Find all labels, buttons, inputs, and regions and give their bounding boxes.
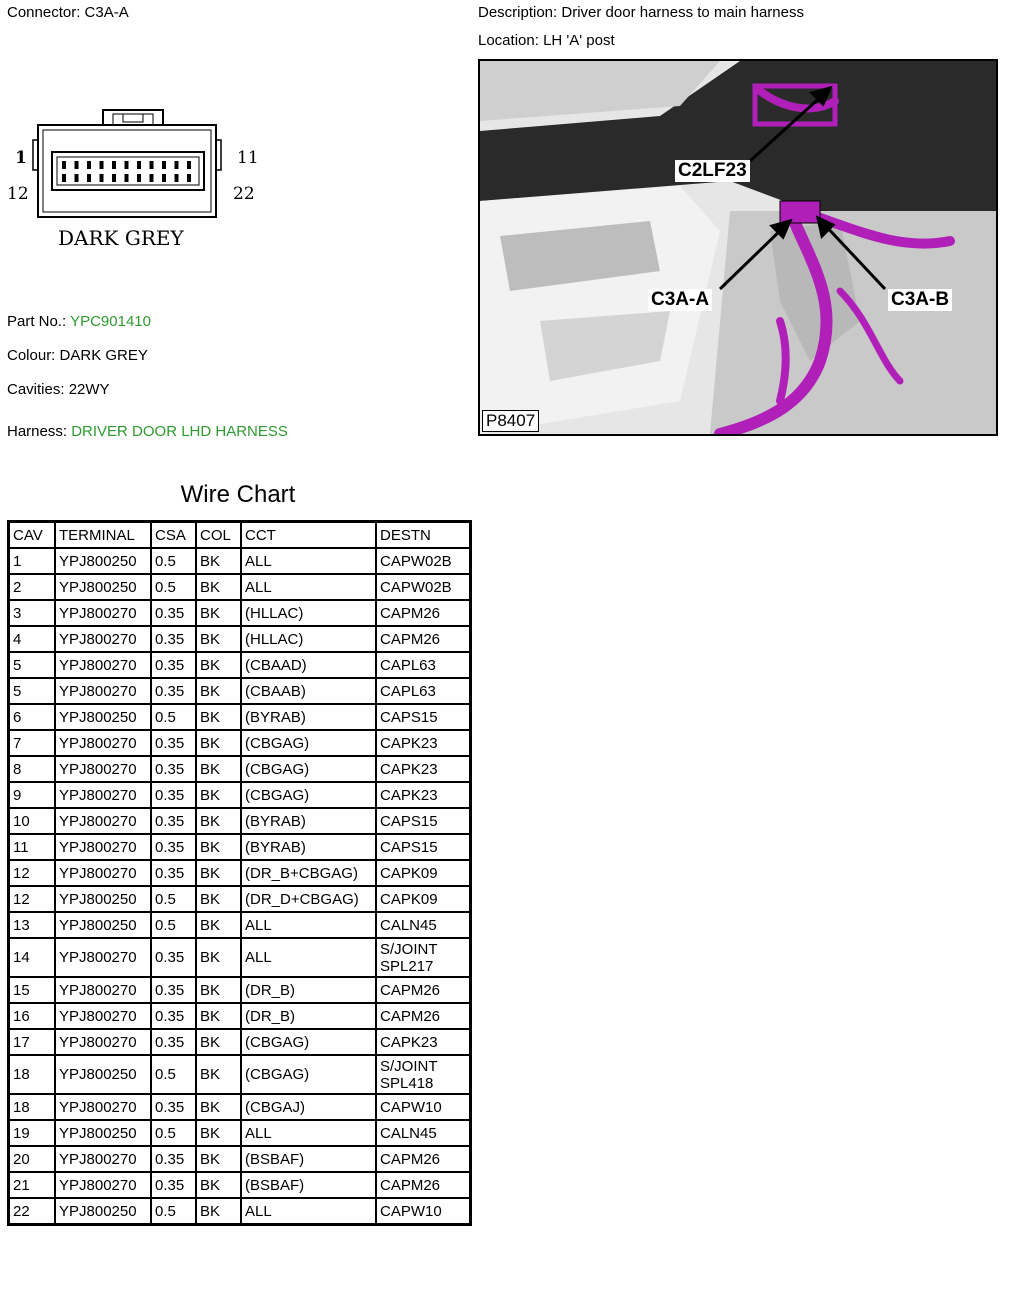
cell-terminal: YPJ800250	[55, 1055, 151, 1094]
photo-reference-id: P8407	[482, 410, 539, 432]
cell-terminal: YPJ800270	[55, 600, 151, 626]
cell-col: BK	[196, 626, 241, 652]
location-value: LH 'A' post	[543, 32, 615, 49]
connector-pin-mark	[112, 174, 116, 182]
cell-col: BK	[196, 730, 241, 756]
cell-destn: CALN45	[376, 1120, 471, 1146]
cell-destn: CAPS15	[376, 834, 471, 860]
cell-terminal: YPJ800270	[55, 782, 151, 808]
cell-destn: CAPW10	[376, 1198, 471, 1225]
cell-csa: 0.35	[151, 678, 196, 704]
cell-cct: (CBAAB)	[241, 678, 376, 704]
cell-destn: CAPW02B	[376, 548, 471, 574]
cell-cct: (BYRAB)	[241, 704, 376, 730]
cell-col: BK	[196, 1055, 241, 1094]
header-cct: CCT	[241, 522, 376, 549]
cell-cct: (CBGAG)	[241, 782, 376, 808]
cell-destn: CAPS15	[376, 808, 471, 834]
cell-col: BK	[196, 652, 241, 678]
connector-pin-mark	[125, 161, 129, 169]
cell-destn: CAPW10	[376, 1094, 471, 1120]
cell-col: BK	[196, 938, 241, 977]
cell-csa: 0.35	[151, 834, 196, 860]
cell-cav: 4	[9, 626, 56, 652]
cell-col: BK	[196, 678, 241, 704]
cell-cct: (BYRAB)	[241, 808, 376, 834]
cell-csa: 0.35	[151, 1003, 196, 1029]
connector-pin-mark	[187, 161, 191, 169]
connector-pin-marks	[62, 161, 191, 182]
cell-destn: CALN45	[376, 912, 471, 938]
cell-cav: 10	[9, 808, 56, 834]
cavities-value: 22WY	[68, 381, 110, 398]
connector-pin-mark	[137, 174, 141, 182]
table-row	[9, 1172, 471, 1198]
pin-label-1: 1	[15, 148, 27, 168]
cell-terminal: YPJ800270	[55, 678, 151, 704]
connector-latch	[103, 110, 163, 125]
cell-cav: 18	[9, 1055, 56, 1094]
cell-csa: 0.5	[151, 548, 196, 574]
cell-cct: (HLLAC)	[241, 600, 376, 626]
cell-destn: CAPM26	[376, 977, 471, 1003]
cell-csa: 0.35	[151, 652, 196, 678]
cell-col: BK	[196, 977, 241, 1003]
table-row	[9, 756, 471, 782]
cell-cct: (BYRAB)	[241, 834, 376, 860]
connector-body-outline	[38, 125, 216, 217]
cell-col: BK	[196, 756, 241, 782]
table-row	[9, 626, 471, 652]
cell-cct: (DR_B+CBGAG)	[241, 860, 376, 886]
cell-col: BK	[196, 808, 241, 834]
cell-col: BK	[196, 1029, 241, 1055]
connector-face-drawing	[5, 100, 265, 260]
table-row	[9, 977, 471, 1003]
cell-col: BK	[196, 860, 241, 886]
cell-destn: CAPM26	[376, 626, 471, 652]
cell-destn: CAPK09	[376, 886, 471, 912]
pin-label-22: 22	[233, 184, 255, 204]
wire-chart-table	[7, 520, 472, 1226]
harness-line	[7, 423, 288, 440]
colour-label: Colour:	[7, 347, 56, 364]
cell-cav: 3	[9, 600, 56, 626]
cell-terminal: YPJ800270	[55, 1172, 151, 1198]
table-row	[9, 678, 471, 704]
cell-cav: 17	[9, 1029, 56, 1055]
cell-csa: 0.35	[151, 1029, 196, 1055]
cell-cct: (HLLAC)	[241, 626, 376, 652]
cell-cav: 15	[9, 977, 56, 1003]
cell-cct: ALL	[241, 574, 376, 600]
connector-pin-mark	[162, 161, 166, 169]
cell-csa: 0.5	[151, 912, 196, 938]
cell-csa: 0.5	[151, 1055, 196, 1094]
table-row	[9, 1120, 471, 1146]
cell-cav: 11	[9, 834, 56, 860]
connector-id: C3A-A	[84, 4, 129, 21]
cell-terminal: YPJ800250	[55, 1198, 151, 1225]
cell-csa: 0.5	[151, 1120, 196, 1146]
cell-cav: 18	[9, 1094, 56, 1120]
table-row	[9, 912, 471, 938]
cell-cav: 12	[9, 886, 56, 912]
cell-destn: CAPL63	[376, 678, 471, 704]
cell-col: BK	[196, 1120, 241, 1146]
cell-cct: (CBGAG)	[241, 756, 376, 782]
cell-cct: (CBAAD)	[241, 652, 376, 678]
wire-chart-title: Wire Chart	[180, 481, 296, 508]
cell-col: BK	[196, 782, 241, 808]
cell-cav: 7	[9, 730, 56, 756]
cell-cav: 21	[9, 1172, 56, 1198]
cell-terminal: YPJ800270	[55, 756, 151, 782]
cell-csa: 0.35	[151, 1094, 196, 1120]
table-row	[9, 1029, 471, 1055]
cell-terminal: YPJ800270	[55, 626, 151, 652]
cell-col: BK	[196, 1172, 241, 1198]
location-photo	[478, 59, 998, 436]
header-cav: CAV	[9, 522, 56, 549]
cell-destn: CAPM26	[376, 1003, 471, 1029]
header-csa: CSA	[151, 522, 196, 549]
table-row	[9, 548, 471, 574]
cell-cct: ALL	[241, 1120, 376, 1146]
cell-terminal: YPJ800270	[55, 652, 151, 678]
callout-c2lf23: C2LF23	[675, 160, 750, 182]
cavities-label: Cavities:	[7, 381, 65, 398]
cell-cct: (CBGAG)	[241, 730, 376, 756]
cell-cav: 13	[9, 912, 56, 938]
cell-csa: 0.35	[151, 1146, 196, 1172]
connector-pin-mark	[75, 174, 79, 182]
description-line	[478, 4, 804, 21]
cell-col: BK	[196, 1146, 241, 1172]
cell-cct: (DR_D+CBGAG)	[241, 886, 376, 912]
location-line	[478, 32, 615, 49]
connector-pin-mark	[112, 161, 116, 169]
cell-terminal: YPJ800250	[55, 548, 151, 574]
table-row	[9, 782, 471, 808]
cell-cav: 2	[9, 574, 56, 600]
cell-csa: 0.5	[151, 1198, 196, 1225]
cell-terminal: YPJ800270	[55, 860, 151, 886]
cell-cct: (CBGAG)	[241, 1055, 376, 1094]
header-terminal: TERMINAL	[55, 522, 151, 549]
connector-pin-mark	[137, 161, 141, 169]
cell-cct: (BSBAF)	[241, 1172, 376, 1198]
cell-col: BK	[196, 574, 241, 600]
cell-csa: 0.35	[151, 977, 196, 1003]
harness-label: Harness:	[7, 423, 68, 440]
connector-pin-mark	[75, 161, 79, 169]
table-row	[9, 860, 471, 886]
table-row	[9, 600, 471, 626]
cell-cav: 16	[9, 1003, 56, 1029]
connector-pin-mark	[175, 174, 179, 182]
cell-csa: 0.35	[151, 938, 196, 977]
description-label: Description:	[478, 4, 558, 21]
cell-terminal: YPJ800270	[55, 1003, 151, 1029]
connector-pin-mark	[125, 174, 129, 182]
connector-cavity-block	[52, 152, 204, 190]
table-row	[9, 886, 471, 912]
cell-destn: CAPK23	[376, 756, 471, 782]
cell-csa: 0.35	[151, 600, 196, 626]
table-row	[9, 938, 471, 977]
connector-pin-mark	[87, 161, 91, 169]
connector-pin-mark	[150, 161, 154, 169]
cell-terminal: YPJ800250	[55, 704, 151, 730]
part-number-label: Part No.:	[7, 313, 67, 330]
cell-cct: (BSBAF)	[241, 1146, 376, 1172]
cell-cct: ALL	[241, 1198, 376, 1225]
cell-terminal: YPJ800270	[55, 1146, 151, 1172]
description-value: Driver door harness to main harness	[561, 4, 804, 21]
cell-cav: 20	[9, 1146, 56, 1172]
harness-link[interactable]: DRIVER DOOR LHD HARNESS	[71, 423, 288, 440]
connector-pin-mark	[62, 174, 66, 182]
part-number-line	[7, 313, 151, 330]
cell-destn: CAPK23	[376, 782, 471, 808]
cell-destn: CAPK09	[376, 860, 471, 886]
cell-destn: CAPM26	[376, 1172, 471, 1198]
cell-csa: 0.35	[151, 730, 196, 756]
cell-cav: 14	[9, 938, 56, 977]
connector-pin-mark	[100, 174, 104, 182]
connector-line	[7, 4, 129, 21]
connector-pin-mark	[150, 174, 154, 182]
cell-terminal: YPJ800270	[55, 1029, 151, 1055]
connector-pin-mark	[187, 174, 191, 182]
cell-csa: 0.35	[151, 782, 196, 808]
table-row	[9, 1198, 471, 1225]
table-row	[9, 704, 471, 730]
colour-line	[7, 347, 148, 364]
pin-label-12: 12	[7, 184, 29, 204]
colour-value: DARK GREY	[59, 347, 148, 364]
cell-terminal: YPJ800250	[55, 574, 151, 600]
cell-terminal: YPJ800270	[55, 834, 151, 860]
cell-terminal: YPJ800250	[55, 1120, 151, 1146]
cavities-line	[7, 381, 110, 398]
cell-terminal: YPJ800250	[55, 886, 151, 912]
cell-cav: 5	[9, 652, 56, 678]
connector-colour-caption: DARK GREY	[58, 226, 184, 250]
cell-col: BK	[196, 834, 241, 860]
connector-pin-mark	[162, 174, 166, 182]
cell-csa: 0.35	[151, 1172, 196, 1198]
callout-c3a-b: C3A-B	[888, 289, 952, 311]
cell-cav: 6	[9, 704, 56, 730]
cell-destn: CAPW02B	[376, 574, 471, 600]
cell-terminal: YPJ800270	[55, 977, 151, 1003]
cell-cct: ALL	[241, 938, 376, 977]
cell-cav: 9	[9, 782, 56, 808]
wire-chart-body	[9, 548, 471, 1225]
connector-pin-mark	[62, 161, 66, 169]
header-destn: DESTN	[376, 522, 471, 549]
cell-cav: 19	[9, 1120, 56, 1146]
callout-c3a-a: C3A-A	[648, 289, 712, 311]
cell-cav: 22	[9, 1198, 56, 1225]
cell-cct: ALL	[241, 548, 376, 574]
cell-terminal: YPJ800270	[55, 808, 151, 834]
cell-destn: CAPS15	[376, 704, 471, 730]
cell-cct: (DR_B)	[241, 1003, 376, 1029]
wire-chart-header-row	[9, 522, 471, 549]
cell-cav: 8	[9, 756, 56, 782]
table-row	[9, 574, 471, 600]
header-col: COL	[196, 522, 241, 549]
cell-csa: 0.35	[151, 756, 196, 782]
cell-cct: (DR_B)	[241, 977, 376, 1003]
cell-csa: 0.5	[151, 886, 196, 912]
cell-col: BK	[196, 1198, 241, 1225]
cell-csa: 0.35	[151, 860, 196, 886]
cell-col: BK	[196, 704, 241, 730]
cell-csa: 0.35	[151, 808, 196, 834]
cell-col: BK	[196, 886, 241, 912]
table-row	[9, 1003, 471, 1029]
connector-pin-mark	[100, 161, 104, 169]
connector-pin-mark	[175, 161, 179, 169]
cell-col: BK	[196, 548, 241, 574]
connector-pin-mark	[87, 174, 91, 182]
cell-terminal: YPJ800270	[55, 730, 151, 756]
cell-cct: (CBGAJ)	[241, 1094, 376, 1120]
cell-cav: 12	[9, 860, 56, 886]
photo-illustration	[480, 61, 996, 434]
cell-destn: S/JOINT SPL217	[376, 938, 471, 977]
cell-cct: (CBGAG)	[241, 1029, 376, 1055]
cell-cct: ALL	[241, 912, 376, 938]
cell-cav: 1	[9, 548, 56, 574]
connector-label: Connector:	[7, 4, 81, 21]
cell-destn: S/JOINT SPL418	[376, 1055, 471, 1094]
table-row	[9, 1146, 471, 1172]
table-row	[9, 1094, 471, 1120]
table-row	[9, 1055, 471, 1094]
pin-label-11: 11	[237, 148, 259, 168]
cell-col: BK	[196, 600, 241, 626]
cell-terminal: YPJ800270	[55, 1094, 151, 1120]
table-row	[9, 730, 471, 756]
cell-csa: 0.35	[151, 626, 196, 652]
cell-terminal: YPJ800250	[55, 912, 151, 938]
table-row	[9, 808, 471, 834]
cell-col: BK	[196, 1094, 241, 1120]
table-row	[9, 834, 471, 860]
cell-csa: 0.5	[151, 704, 196, 730]
table-row	[9, 652, 471, 678]
cell-destn: CAPK23	[376, 730, 471, 756]
cell-csa: 0.5	[151, 574, 196, 600]
cell-col: BK	[196, 1003, 241, 1029]
connector-c3a-shape	[780, 201, 820, 223]
cell-terminal: YPJ800270	[55, 938, 151, 977]
cell-cav: 5	[9, 678, 56, 704]
cell-destn: CAPM26	[376, 1146, 471, 1172]
part-number-link[interactable]: YPC901410	[70, 313, 151, 330]
cell-destn: CAPM26	[376, 600, 471, 626]
cell-destn: CAPL63	[376, 652, 471, 678]
location-label: Location:	[478, 32, 539, 49]
cell-col: BK	[196, 912, 241, 938]
cell-destn: CAPK23	[376, 1029, 471, 1055]
